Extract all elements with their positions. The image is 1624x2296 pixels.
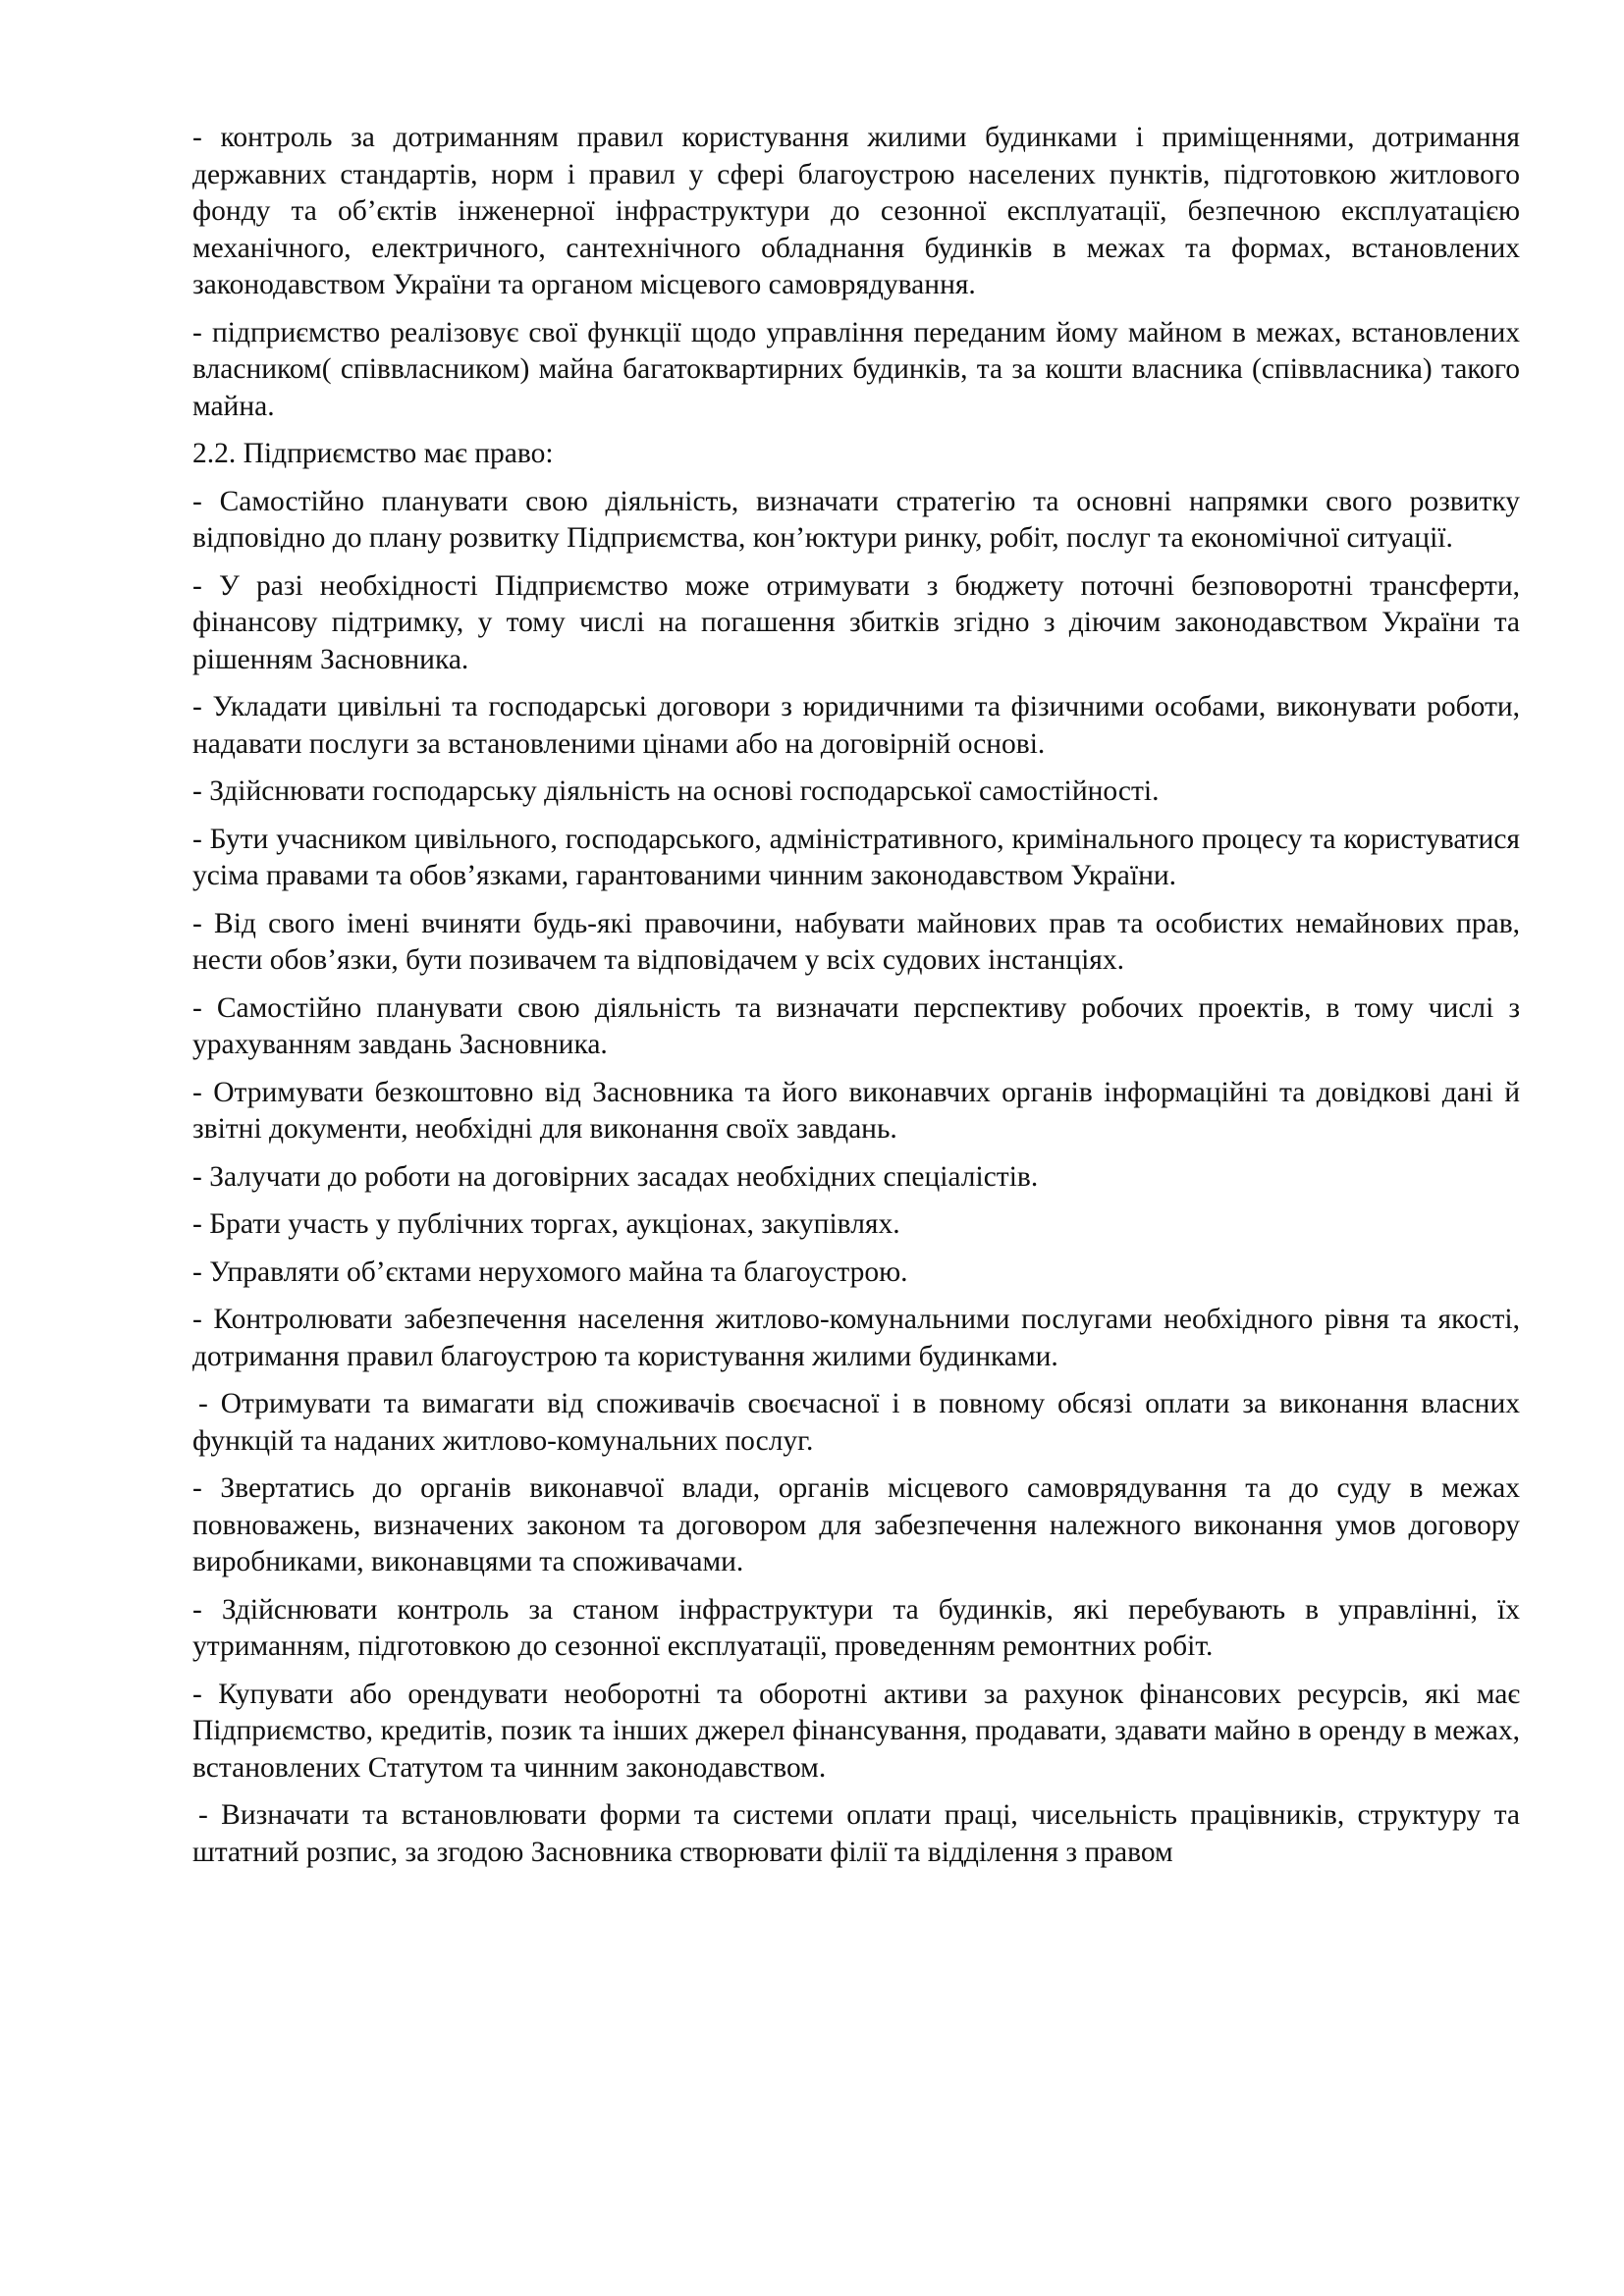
paragraph-labor-remuneration: - Визначати та встановлювати форми та системи оплати праці, чисельність працівників, структуру та штатний розпис, за згодою Засновника створювати філії та відділення з правом [192,1799,1520,1868]
paragraph-civil-contracts: - Укладати цивільні та господарські договори з юридичними та фізичними особами, виконувати роботи, надавати послуги за встановленими цінами або на договірній основі. [192,691,1520,760]
paragraph-appeal-authorities: - Звертатись до органів виконавчої влади, органів місцевого самоврядування та до суду в межах повноважень, визначених законом та договором для забезпечення належного виконання умов договору виробниками, виконавцями та споживачами. [192,1472,1520,1577]
paragraph-demand-payment: - Отримувати та вимагати від споживачів своєчасної і в повному обсязі оплати за виконання власних функцій та наданих житлово-комунальних послуг. [192,1388,1520,1457]
paragraph-manage-real-estate: - Управляти об’єктами нерухомого майна та благоустрою. [192,1255,908,1288]
paragraph-process-participant: - Бути учасником цивільного, господарського, адміністративного, кримінального процесу та користуватися усіма правами та обов’язками, гарантованими чинним законодавством України. [192,823,1520,891]
paragraph-public-tenders: - Брати участь у публічних торгах, аукціонах, закупівлях. [192,1208,900,1240]
paragraph-legal-transactions: - Від свого імені вчиняти будь-які правочини, набувати майнових прав та особистих немайнових прав, нести обов’язки, бути позивачем та відповідачем у всіх судових інстанціях. [192,907,1520,976]
paragraph-economic-activity: - Здійснювати господарську діяльність на основі господарської самостійності. [192,775,1160,807]
paragraph-control-housing-rules: - контроль за дотриманням правил користування жилими будинками і приміщеннями, дотримання державних стандартів, норм і правил у сфері благоустрою населених пунктів, підготовкою житлового фонду та об’єктів інженерної інфраструктури до сезонної експлуатації, безпечною експлуатацією механічного, електричного, сантехнічного обладнання будинків в межах та формах, встановлених законодавством України та органом місцевого самоврядування. [192,122,1520,300]
paragraph-infrastructure-control: - Здійснювати контроль за станом інфраструктури та будинків, які перебувають в управлінні, їх утриманням, підготовкою до сезонної експлуатації, проведенням ремонтних робіт. [192,1593,1520,1662]
paragraph-engage-specialists: - Залучати до роботи на договірних засадах необхідних спеціалістів. [192,1160,1039,1193]
paragraph-acquire-assets: - Купувати або орендувати необоротні та оборотні активи за рахунок фінансових ресурсів, які має Підприємство, кредитів, позик та інших джерел фінансування, продавати, здавати майно в оренду в межах, встановлених Статутом та чинним законодавством. [192,1678,1520,1784]
paragraph-property-management: - підприємство реалізовує свої функції щодо управління переданим йому майном в межах, встановлених власником( співвласником) майна багатоквартирних будинків, та за кошти власника (співвласника) такого майна. [192,316,1520,422]
paragraph-plan-activity: - Самостійно планувати свою діяльність, визначати стратегію та основні напрямки свого розвитку відповідно до плану розвитку Підприємства, кон’юктури ринку, робіт, послуг та економічної ситуації. [192,485,1520,554]
paragraph-project-planning: - Самостійно планувати свою діяльність та визначати перспективу робочих проектів, в тому числі з урахуванням завдань Засновника. [192,991,1520,1060]
document-page [192,120,1520,1882]
section-heading-2-2: 2.2. Підприємство має право: [192,438,554,469]
paragraph-receive-information: - Отримувати безкоштовно від Засновника та його виконавчих органів інформаційні та довідкові дані й звітні документи, необхідні для виконання своїх завдань. [192,1076,1520,1145]
paragraph-control-services: - Контролювати забезпечення населення житлово-комунальними послугами необхідного рівня та якості, дотримання правил благоустрою та користування жилими будинками. [192,1304,1520,1372]
paragraph-budget-transfers: - У разі необхідності Підприємство може отримувати з бюджету поточні безповоротні трансферти, фінансову підтримку, у тому числі на погашення збитків згідно з діючим законодавством України та рішенням Засновника. [192,569,1520,675]
